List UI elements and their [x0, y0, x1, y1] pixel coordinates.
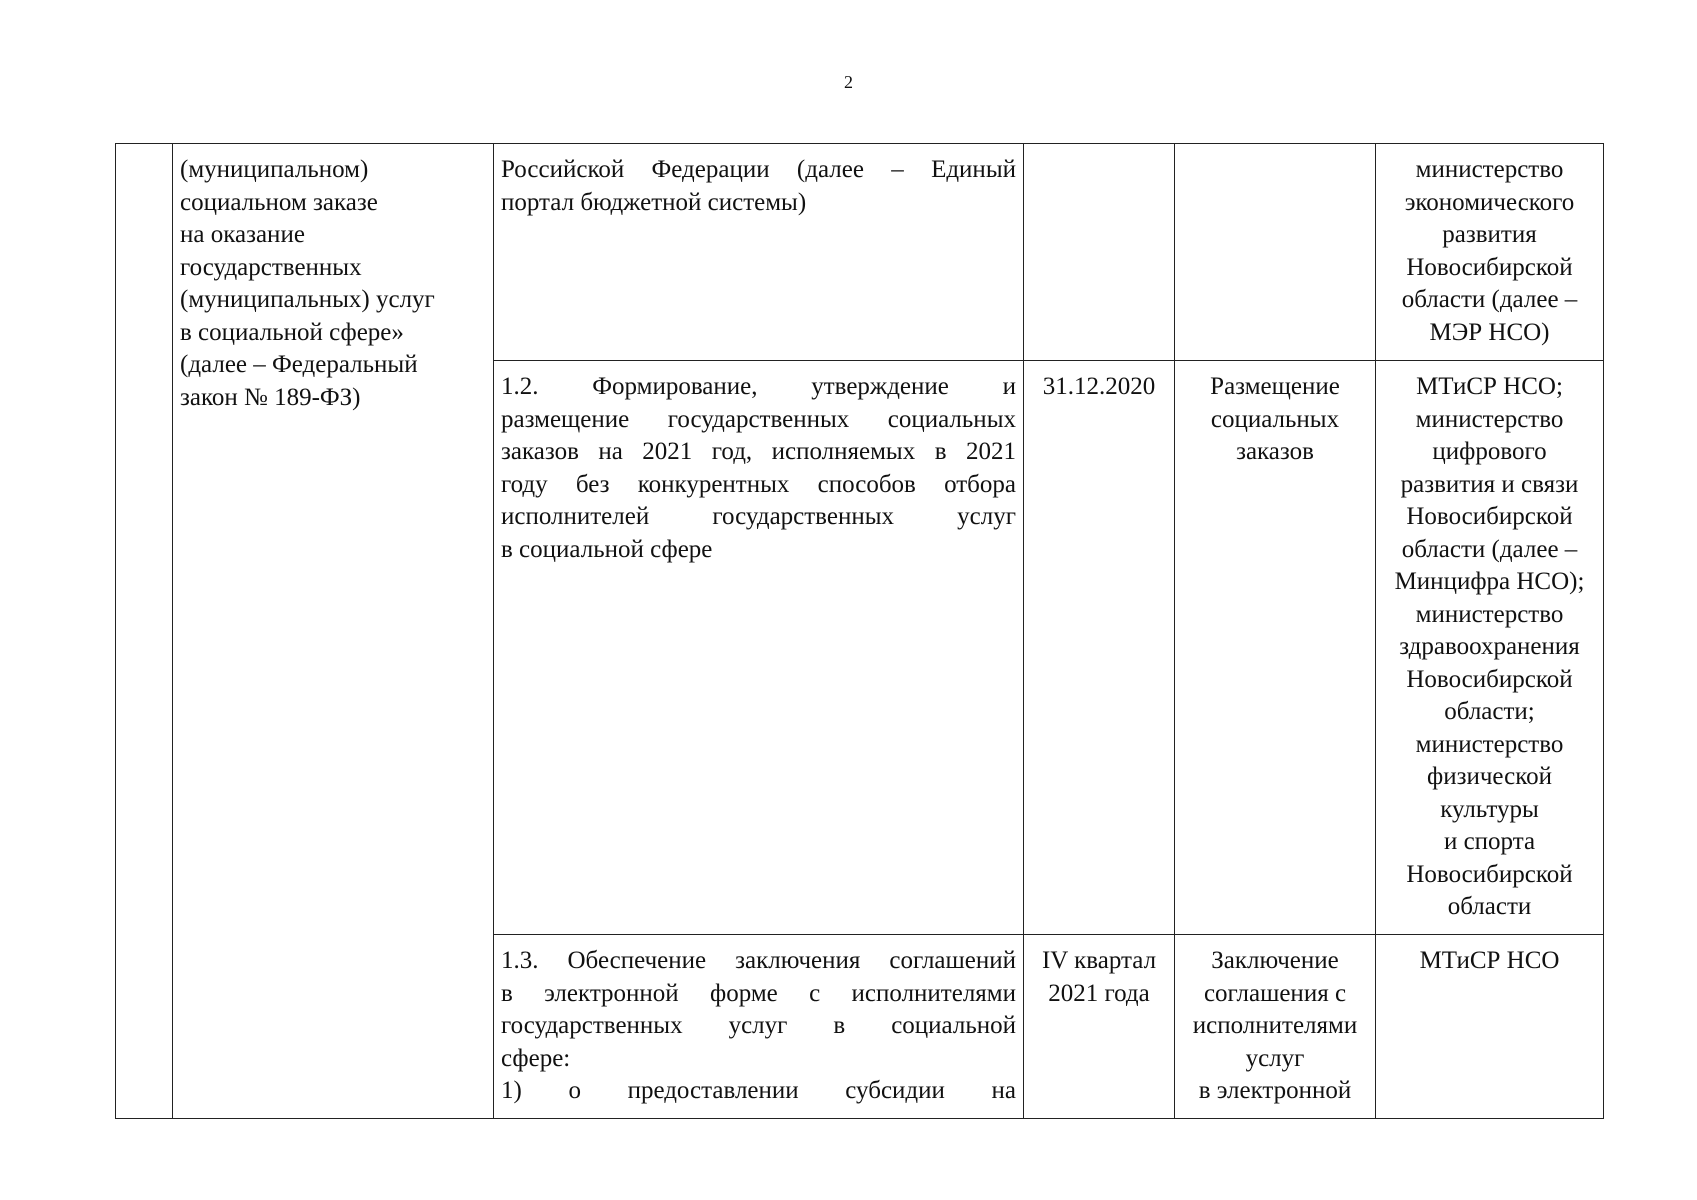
task-line: 1.2. Формирование, утверждение и	[501, 373, 1016, 400]
task-line: в социальной сфере	[501, 535, 713, 563]
event-name-line: (муниципальном)	[180, 156, 369, 183]
result-cell	[1175, 935, 1376, 1119]
task-line: году без конкурентных способов отбора	[501, 470, 1016, 498]
responsible-line: МТиСР НСО;	[1416, 373, 1563, 400]
deadline-cell	[1024, 935, 1175, 1119]
task-line: заказов на 2021 год, исполняемых в 2021	[501, 438, 1016, 465]
deadline-cell	[1024, 144, 1175, 361]
event-name-line: (далее – Федеральный	[180, 351, 418, 378]
action-plan-table	[115, 143, 1604, 1119]
table-row	[116, 144, 1604, 361]
responsible-line: и спорта	[1443, 828, 1536, 855]
responsible-line: развития	[1442, 221, 1537, 248]
task-line: портал бюджетной системы)	[501, 188, 807, 216]
responsible-line: министерство	[1415, 600, 1564, 628]
event-name-cell	[173, 144, 494, 1119]
result-line: социальных	[1210, 405, 1340, 433]
deadline-cell: 31.12.2020	[1024, 361, 1175, 935]
page-number: 2	[844, 72, 853, 92]
result-line: Заключение	[1211, 947, 1339, 974]
event-name-line: в социальной сфере»	[180, 318, 404, 346]
task-cell	[494, 935, 1024, 1119]
responsible-line: Минцифра НСО);	[1394, 568, 1585, 595]
responsible-line: области;	[1444, 698, 1535, 725]
responsible-line: Новосибирской	[1406, 253, 1573, 281]
responsible-cell	[1376, 361, 1604, 935]
responsible-line: экономического	[1404, 188, 1575, 216]
result-line: исполнителями	[1192, 1012, 1358, 1039]
responsible-line: министерство	[1415, 405, 1564, 433]
result-cell	[1175, 361, 1376, 935]
responsible-line: МЭР НСО)	[1429, 318, 1550, 346]
task-line: Российской Федерации (далее – Единый	[501, 156, 1016, 183]
responsible-line: цифрового	[1432, 438, 1547, 465]
responsible-line: физической	[1427, 763, 1552, 790]
event-name-line: государственных	[180, 253, 362, 281]
responsible-line: Новосибирской	[1406, 860, 1573, 888]
responsible-line: Новосибирской	[1406, 503, 1573, 530]
task-line: 1) о предоставлении субсидии на	[501, 1077, 1016, 1104]
event-name-line: на оказание	[180, 221, 305, 248]
responsible-line: министерство	[1415, 156, 1564, 183]
result-line: соглашения с	[1203, 979, 1347, 1007]
task-line: государственных услуг в социальной	[501, 1012, 1016, 1039]
task-cell	[494, 361, 1024, 935]
event-name-line: закон № 189-ФЗ)	[180, 383, 361, 411]
event-name-line: социальном заказе	[180, 188, 378, 216]
result-line: в электронной	[1198, 1077, 1352, 1104]
task-cell	[494, 144, 1024, 361]
deadline-line: IV квартал	[1041, 947, 1157, 974]
responsible-line: Новосибирской	[1406, 665, 1573, 693]
number-cell	[116, 144, 173, 1119]
result-line: Размещение	[1210, 373, 1340, 400]
responsible-line: здравоохранения	[1399, 633, 1580, 660]
responsible-cell: МТиСР НСО	[1376, 935, 1604, 1119]
responsible-line: министерство	[1415, 730, 1564, 758]
task-line: сфере:	[501, 1044, 571, 1072]
result-cell	[1175, 144, 1376, 361]
task-line: 1.3. Обеспечение заключения соглашений	[501, 947, 1016, 974]
responsible-line: культуры	[1440, 795, 1539, 823]
task-line: в электронной форме с исполнителями	[501, 979, 1016, 1007]
event-name-line: (муниципальных) услуг	[180, 286, 435, 313]
result-line: заказов	[1236, 438, 1314, 465]
task-line: исполнителей государственных услуг	[501, 503, 1016, 530]
result-line: услуг	[1245, 1044, 1305, 1072]
task-line: размещение государственных социальных	[501, 405, 1016, 433]
responsible-cell	[1376, 144, 1604, 361]
responsible-line: области (далее –	[1401, 535, 1578, 563]
responsible-line: области (далее –	[1401, 286, 1578, 313]
responsible-line: области	[1447, 893, 1532, 920]
responsible-line: развития и связи	[1400, 470, 1579, 498]
deadline-line: 2021 года	[1048, 979, 1150, 1007]
